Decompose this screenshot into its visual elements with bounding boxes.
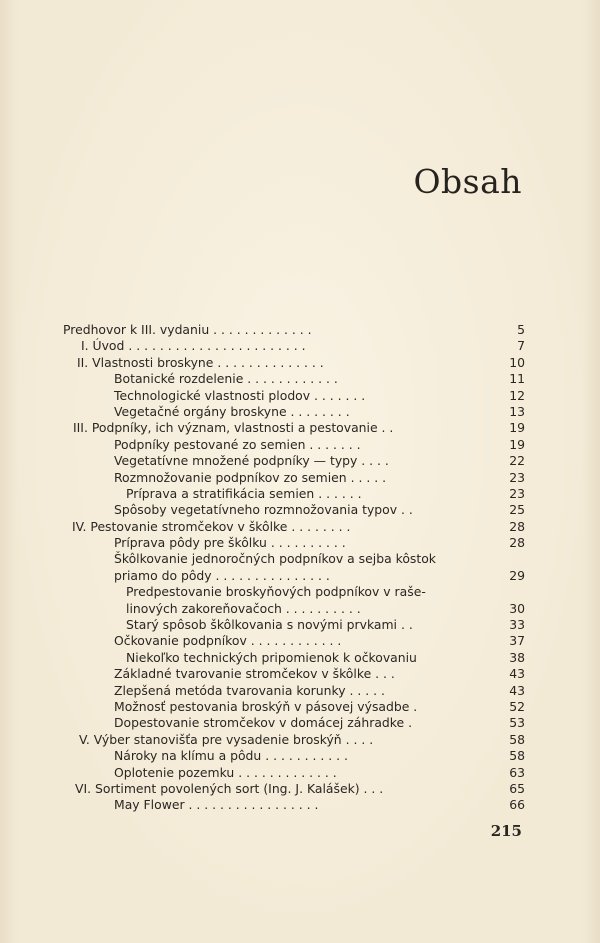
toc-entry-title: Niekoľko technických pripomienok k očkovaniu (126, 649, 417, 665)
toc-entry-title: priamo do pôdy . . . . . . . . . . . . . . . (114, 567, 330, 583)
toc-entry-title: Dopestovanie stromčekov v domácej záhradke . (114, 715, 413, 731)
toc-entry (63, 683, 525, 699)
toc-entry-page: 23 (509, 469, 525, 485)
toc-entry (63, 486, 525, 502)
toc-entry-title: III. Podpníky, ich význam, vlastnosti a pestovanie . . (73, 420, 394, 436)
toc-entry-page: 58 (509, 731, 525, 747)
toc-entry (63, 715, 525, 731)
toc-entry (63, 633, 525, 649)
toc-entry-page: 53 (509, 715, 525, 731)
toc-entry-title: Príprava a stratifikácia semien . . . . . . (126, 485, 362, 501)
toc-entry-title: Základné tvarovanie stromčekov v škôlke . . . (114, 666, 395, 682)
toc-entry (63, 584, 525, 600)
toc-entry-title: Vegetačné orgány broskyne . . . . . . . . (114, 403, 350, 419)
toc-entry-page: 11 (509, 371, 525, 387)
toc-entry-title: II. Vlastnosti broskyne . . . . . . . . . . . . . . (77, 354, 324, 370)
toc-entry (63, 322, 525, 338)
toc-entry-page: 13 (509, 403, 525, 419)
toc-entry-title: Rozmnožovanie podpníkov zo semien . . . . . (114, 469, 387, 485)
toc-entry-title: IV. Pestovanie stromčekov v škôlke . . . . . . . . (72, 518, 351, 534)
toc-entry-page: 10 (509, 354, 525, 370)
toc-entry-page: 12 (509, 387, 525, 403)
toc-entry-page: 23 (509, 485, 525, 501)
toc-entry (63, 535, 525, 551)
toc-entry (63, 519, 525, 535)
toc-entry-page: 19 (509, 436, 525, 452)
toc-entry-title: Predpestovanie broskyňových podpníkov v raše- (126, 584, 426, 600)
toc-entry (63, 551, 525, 567)
toc-entry-page: 43 (509, 682, 525, 698)
toc-entry-title: Podpníky pestované zo semien . . . . . . . (114, 436, 361, 452)
toc-entry-page: 28 (509, 518, 525, 534)
toc-entry (63, 666, 525, 682)
toc-entry (63, 601, 525, 617)
toc-entry (63, 420, 525, 436)
toc-entry-title: Technologické vlastnosti plodov . . . . . . . (114, 387, 366, 403)
toc-entry-title: May Flower . . . . . . . . . . . . . . . . . (114, 797, 319, 813)
table-of-contents (63, 322, 525, 814)
toc-entry-title: Škôlkovanie jednoročných podpníkov a sejba kôstok (114, 551, 436, 567)
toc-entry-title: Zlepšená metóda tvarovania korunky . . . . . (114, 682, 385, 698)
toc-entry-page: 28 (509, 535, 525, 551)
toc-entry (63, 617, 525, 633)
toc-entry-title: Možnosť pestovania broskýň v pásovej výsadbe . (114, 698, 418, 714)
toc-entry (63, 748, 525, 764)
toc-entry (63, 650, 525, 666)
toc-entry-page: 33 (509, 617, 525, 633)
toc-entry (63, 502, 525, 518)
toc-entry-title: Starý spôsob škôlkovania s novými prvkami . . (126, 617, 413, 633)
toc-entry (63, 404, 525, 420)
toc-entry-page: 19 (509, 420, 525, 436)
toc-entry (63, 388, 525, 404)
toc-entry-page: 65 (509, 780, 525, 796)
toc-entry-page: 38 (509, 649, 525, 665)
toc-entry-title: Oplotenie pozemku . . . . . . . . . . . . . (114, 764, 337, 780)
toc-entry (63, 732, 525, 748)
toc-entry-page: 29 (509, 567, 525, 583)
toc-entry (63, 765, 525, 781)
page-title: Obsah (413, 162, 522, 201)
toc-entry-page: 63 (509, 764, 525, 780)
toc-entry-title: Vegetatívne množené podpníky — typy . . . . (114, 453, 389, 469)
toc-entry-title: Predhovor k III. vydaniu . . . . . . . . . . . . . (63, 322, 312, 337)
toc-entry (63, 355, 525, 371)
toc-entry-title: Spôsoby vegetatívneho rozmnožovania typov . . (114, 502, 413, 518)
toc-entry (63, 437, 525, 453)
toc-entry (63, 470, 525, 486)
toc-entry-page: 37 (509, 633, 525, 649)
toc-entry (63, 699, 525, 715)
toc-entry-title: Nároky na klímu a pôdu . . . . . . . . . . . (114, 748, 348, 764)
toc-entry-page: 25 (509, 502, 525, 518)
toc-entry (63, 338, 525, 354)
toc-entry-page: 30 (509, 600, 525, 616)
toc-entry-page: 43 (509, 666, 525, 682)
toc-entry (63, 568, 525, 584)
toc-entry-title: VI. Sortiment povolených sort (Ing. J. Kalášek) . . . (75, 780, 384, 796)
toc-entry-page: 5 (517, 322, 525, 337)
toc-entry (63, 797, 525, 813)
toc-entry-page: 58 (509, 748, 525, 764)
toc-entry (63, 781, 525, 797)
toc-entry-page: 66 (509, 797, 525, 813)
toc-entry (63, 453, 525, 469)
toc-entry-page: 7 (517, 338, 525, 354)
toc-entry-title: Botanické rozdelenie . . . . . . . . . . . . (114, 371, 338, 387)
toc-entry-page: 22 (509, 453, 525, 469)
toc-entry-title: I. Úvod . . . . . . . . . . . . . . . . . . . . . . . (81, 338, 306, 354)
page-number: 215 (490, 822, 522, 840)
toc-entry-title: V. Výber stanovišťa pre vysadenie broskýň . . . . (79, 731, 374, 747)
toc-entry-title: Príprava pôdy pre škôlku . . . . . . . . . . (114, 535, 346, 551)
toc-entry (63, 371, 525, 387)
toc-entry-title: Očkovanie podpníkov . . . . . . . . . . . . (114, 633, 342, 649)
toc-entry-page: 52 (509, 698, 525, 714)
toc-entry-title: linových zakoreňovačoch . . . . . . . . . . (126, 600, 361, 616)
